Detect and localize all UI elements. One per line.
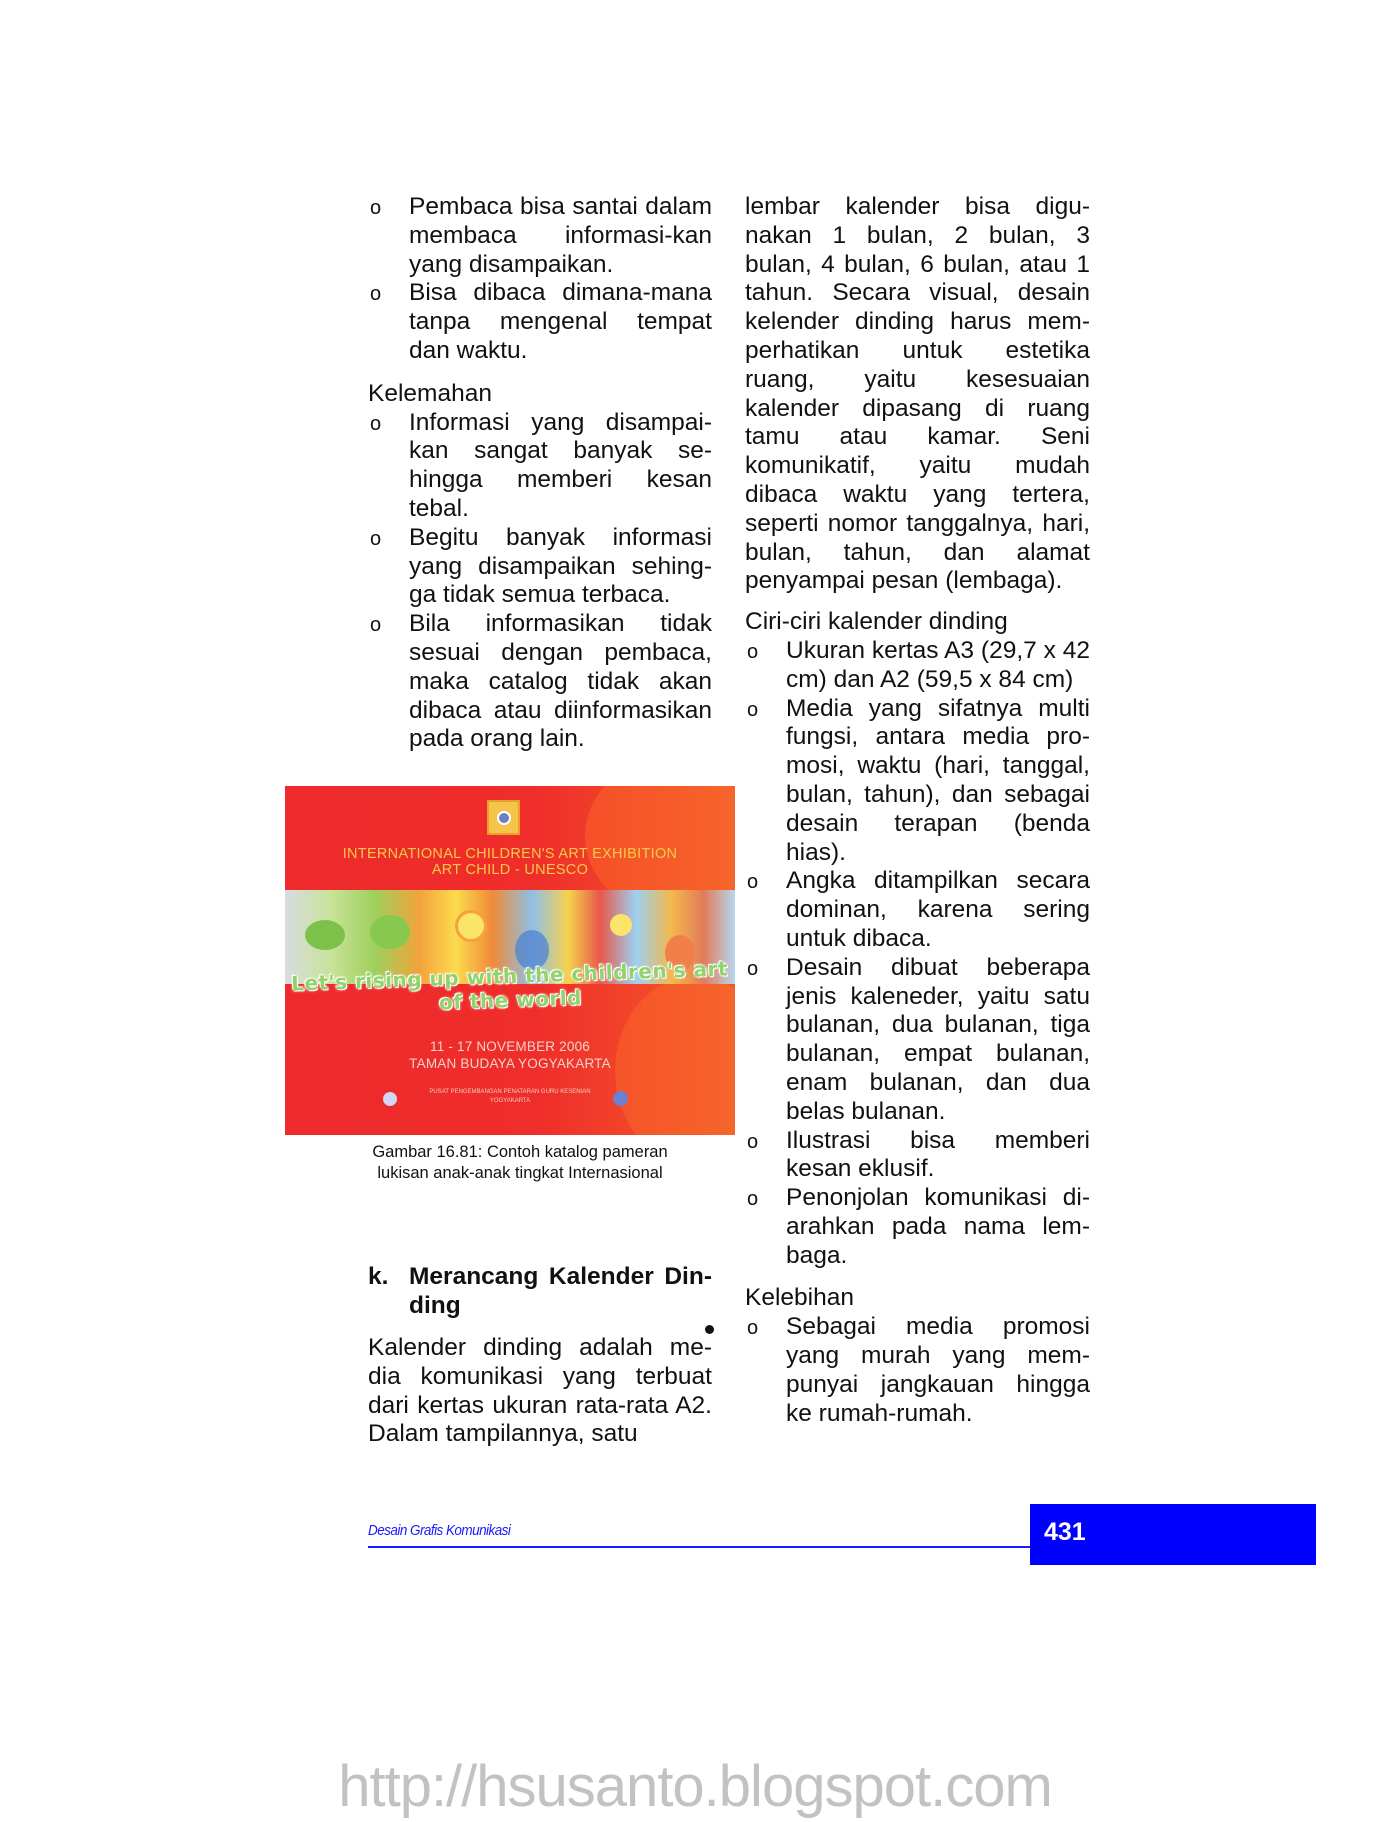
page-number-box bbox=[1030, 1504, 1316, 1565]
figure-organization: PUSAT PENGEMBANGAN PENATARAN GURU KESENIAN YOGYAKARTA bbox=[429, 1089, 591, 1104]
list-item: o Media yang sifatnya multi fungsi, antara media pro-mosi, waktu (hari, tanggal, bulan, tahun), dan sebagai desain terapan (benda hias). bbox=[747, 694, 1090, 866]
list-item: o Angka ditampilkan secara dominan, karena sering untuk dibaca. bbox=[747, 867, 1090, 952]
section-title: Merancang Kalender Din-ding bbox=[409, 1263, 712, 1319]
right-column bbox=[745, 193, 1090, 1428]
figure-title: INTERNATIONAL CHILDREN'S ART EXHIBITION ART CHILD - UNESCO bbox=[342, 846, 678, 878]
intro-paragraph: Kalender dinding adalah me-dia komunikasi yang terbuat dari kertas ukuran rata-rata A2. Dalam tampilannya, satu bbox=[368, 1334, 712, 1448]
hollow-bullet-icon: o bbox=[370, 614, 382, 637]
weakness-list bbox=[368, 409, 712, 755]
list-item: o Ukuran kertas A3 (29,7 x 42 cm) dan A2 (59,5 x 84 cm) bbox=[747, 636, 1090, 693]
book-title: Desain Grafis Komunikasi bbox=[368, 1522, 511, 1539]
footer-rule bbox=[368, 1546, 1030, 1548]
hollow-bullet-icon: o bbox=[747, 1188, 759, 1211]
list-item: o Informasi yang disampai-kan sangat banyak se-hingga memberi kesan tebal. bbox=[370, 408, 712, 522]
figure-caption: Gambar 16.81: Contoh katalog pameran lukisan anak-anak tingkat Internasional bbox=[372, 1143, 668, 1182]
section-heading bbox=[368, 1263, 712, 1321]
weakness-heading: Kelemahan bbox=[368, 379, 492, 407]
figure-date: 11 - 17 NOVEMBER 2006 TAMAN BUDAYA YOGYAKARTA bbox=[409, 1039, 611, 1071]
hollow-bullet-icon: o bbox=[747, 871, 759, 894]
advantages-list bbox=[745, 1313, 1090, 1428]
features-heading: Ciri-ciri kalender dinding bbox=[745, 608, 1008, 636]
page-number: 431 bbox=[1044, 1518, 1086, 1546]
figure-slogan: Let's rising up with the children's art of the world bbox=[290, 956, 729, 1015]
sun-shape bbox=[455, 910, 487, 942]
advantages-list-continued bbox=[368, 193, 712, 366]
watermark-url: http://hsusanto.blogspot.com bbox=[338, 1754, 1052, 1819]
hollow-bullet-icon: o bbox=[370, 412, 382, 435]
hollow-bullet-icon: o bbox=[747, 698, 759, 721]
tree-shape bbox=[370, 915, 410, 949]
list-item: o Begitu banyak informasi yang disampaikan sehing-ga tidak semua terbaca. bbox=[370, 523, 712, 609]
list-item: o Ilustrasi bisa memberi kesan eklusif. bbox=[747, 1126, 1090, 1183]
dot-marker-icon bbox=[705, 1325, 714, 1334]
hollow-bullet-icon: o bbox=[370, 283, 382, 306]
section-letter: k. bbox=[368, 1263, 389, 1290]
list-item: o Sebagai media promosi yang murah yang mem-punyai jangkauan hingga ke rumah-rumah. bbox=[747, 1313, 1090, 1427]
list-item: o Bila informasikan tidak sesuai dengan pembaca, maka catalog tidak akan dibaca atau diinformasikan pada orang lain. bbox=[370, 610, 712, 753]
hollow-bullet-icon: o bbox=[370, 197, 382, 219]
hollow-bullet-icon: o bbox=[370, 527, 382, 550]
hollow-bullet-icon: o bbox=[747, 957, 759, 980]
list-item: o Desain dibuat beberapa jenis kaleneder, yaitu satu bulanan, dua bulanan, tiga bulanan, empat bulanan, enam bulanan, dan dua belas bulanan. bbox=[747, 953, 1090, 1125]
hollow-bullet-icon: o bbox=[747, 1130, 759, 1153]
sun-shape bbox=[610, 914, 632, 936]
features-list bbox=[745, 637, 1090, 1271]
list-item: o Penonjolan komunikasi di-arahkan pada nama lem-baga. bbox=[747, 1184, 1090, 1269]
list-item: o Bisa dibaca dimana-mana tanpa mengenal tempat dan waktu. bbox=[370, 279, 712, 364]
hollow-bullet-icon: o bbox=[747, 640, 759, 663]
art-child-logo-icon bbox=[487, 800, 520, 835]
advantages-heading: Kelebihan bbox=[745, 1284, 854, 1312]
continuation-paragraph: lembar kalender bisa digu-nakan 1 bulan, 2 bulan, 3 bulan, 4 bulan, 6 bulan, atau 1 tahun. Secara visual, desain kelender dinding harus mem-perhatikan untuk estetika ruang, yaitu kesesuaian kalender dipasang di ruang tamu atau kamar. Seni komunikatif, yaitu mudah dibaca waktu yang tertera, seperti nomor tanggalnya, hari, bulan, tahun, dan alamat penyampai pesan (lembaga). bbox=[745, 193, 1090, 595]
list-item: o Pembaca bisa santai dalam membaca informasi-kan yang disampaikan. bbox=[370, 193, 712, 278]
catalog-figure-image bbox=[285, 786, 735, 1135]
left-column bbox=[368, 193, 712, 754]
hollow-bullet-icon: o bbox=[747, 1317, 759, 1340]
tree-shape bbox=[305, 920, 345, 950]
